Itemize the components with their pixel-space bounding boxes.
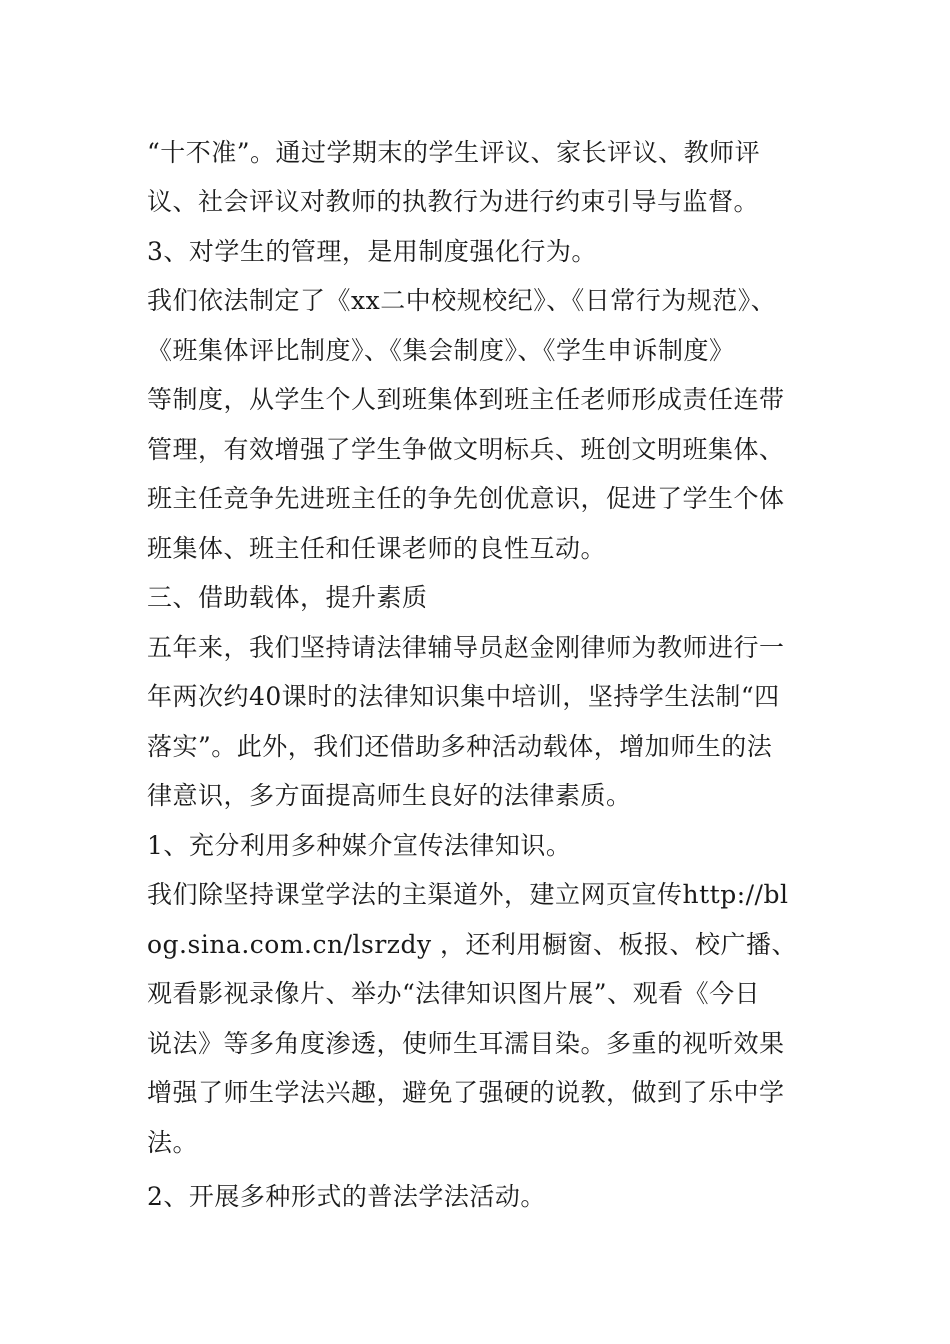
text-line: 律意识，多方面提高师生良好的法律素质。	[147, 781, 632, 810]
text-line: 班主任竞争先进班主任的争先创优意识，促进了学生个体	[147, 484, 785, 513]
section-heading: 三、借助载体，提升素质	[147, 583, 428, 612]
text-line: og.sina.com.cn/lsrzdy ，还利用橱窗、板报、校广播、	[147, 930, 798, 959]
text-line: 五年来，我们坚持请法律辅导员赵金刚律师为教师进行一	[147, 633, 785, 662]
text-line: 观看影视录像片、举办“法律知识图片展”、观看《今日	[147, 979, 761, 1008]
text-line: 落实”。此外，我们还借助多种活动载体，增加师生的法	[147, 732, 773, 761]
text-line: 等制度，从学生个人到班集体到班主任老师形成责任连带	[147, 385, 785, 414]
text-line: 我们依法制定了《xx二中校规校纪》、《日常行为规范》、	[147, 286, 777, 315]
section-heading: 2、开展多种形式的普法学法活动。	[147, 1182, 546, 1211]
text-line: 我们除坚持课堂学法的主渠道外，建立网页宣传http://bl	[147, 880, 789, 909]
text-line: 年两次约40课时的法律知识集中培训，坚持学生法制“四	[147, 682, 780, 711]
text-line: 班集体、班主任和任课老师的良性互动。	[147, 534, 607, 563]
text-line: 《班集体评比制度》、《集会制度》、《学生申诉制度》	[147, 336, 735, 365]
text-line: 说法》等多角度渗透，使师生耳濡目染。多重的视听效果	[147, 1029, 785, 1058]
text-line: “十不准”。通过学期末的学生评议、家长评议、教师评	[147, 138, 761, 167]
section-heading: 1、充分利用多种媒介宣传法律知识。	[147, 831, 572, 860]
text-line: 管理，有效增强了学生争做文明标兵、班创文明班集体、	[147, 435, 785, 464]
text-line: 议、社会评议对教师的执教行为进行约束引导与监督。	[147, 187, 760, 216]
section-heading: 3、对学生的管理，是用制度强化行为。	[147, 237, 597, 266]
text-line: 法。	[147, 1128, 199, 1157]
text-line: 增强了师生学法兴趣，避免了强硬的说教，做到了乐中学	[147, 1078, 785, 1107]
